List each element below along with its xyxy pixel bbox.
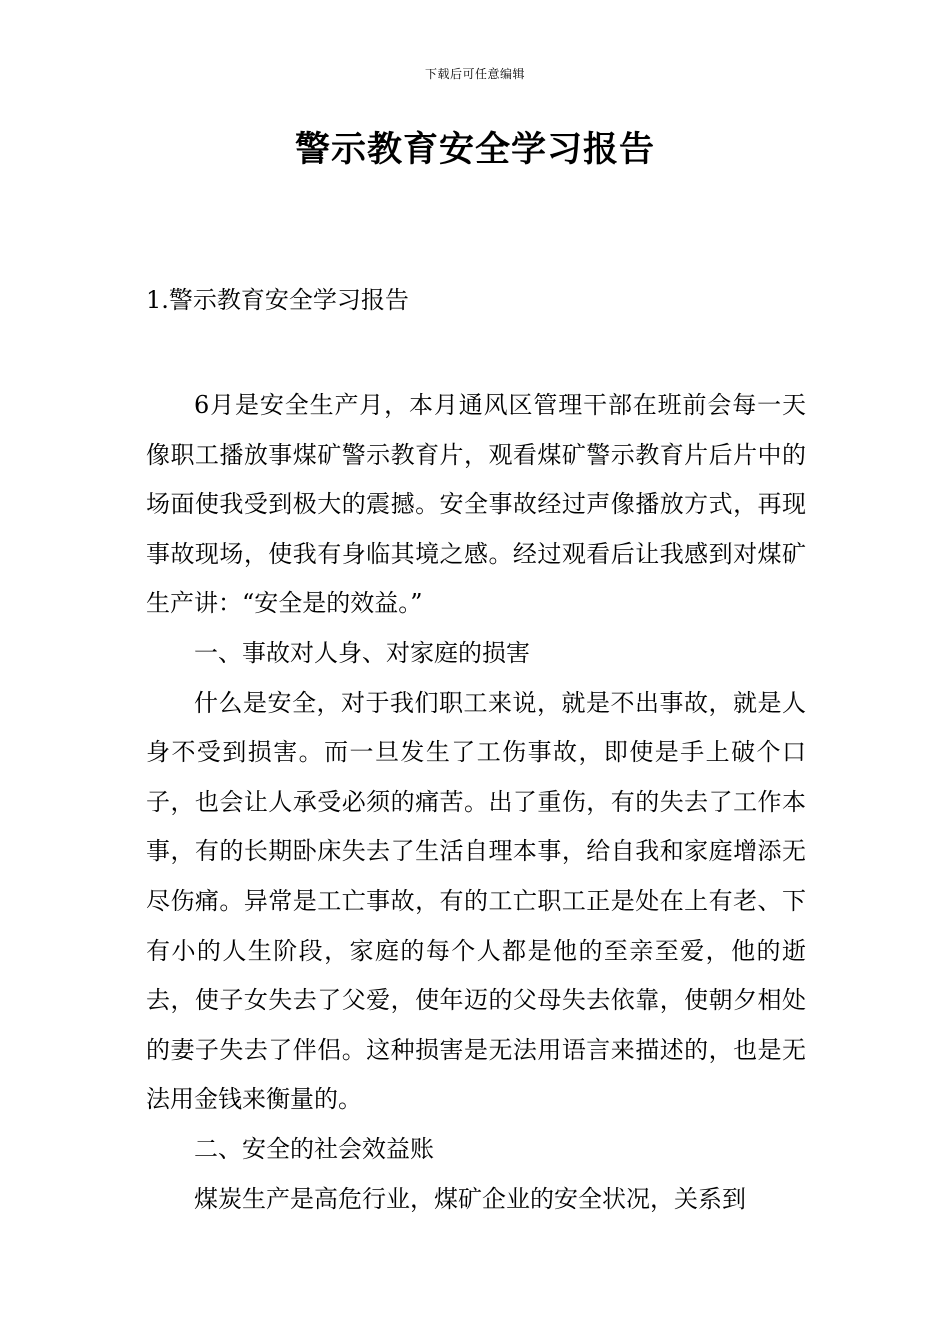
- document-title: 警示教育安全学习报告: [294, 130, 655, 170]
- paragraph-personal-harm: 什么是安全，对于我们职工来说，就是不出事故，就是人身不受到损害。而一旦发生了工伤事故，即使是手上破个口子，也会让人承受必须的痛苦。出了重伤，有的失去了工作本事，有的长期卧床失去了生活自理本事，给自我和家庭增添无尽伤痛。异常是工亡事故，有的工亡职工正是处在上有老、下有小的人生阶段，家庭的每个人都是他的至亲至爱，他的逝去，使子女失去了父爱，使年迈的父母失去依靠，使朝夕相处的妻子失去了伴侣。这种损害是无法用语言来描述的，也是无法用金钱来衡量的。: [146, 688, 806, 1114]
- subheading-social-benefit: 二、安全的社会效益账: [194, 1134, 434, 1163]
- section-title: 1.警示教育安全学习报告: [146, 286, 409, 314]
- paragraph-social-benefit: 煤炭生产是高危行业，煤矿企业的安全状况，关系到: [194, 1184, 746, 1213]
- subheading-personal-harm: 一、事故对人身、对家庭的损害: [194, 638, 530, 667]
- paragraph-intro: 6月是安全生产月，本月通风区管理干部在班前会每一天像职工播放事煤矿警示教育片，观看煤矿警示教育片后片中的场面使我受到极大的震撼。安全事故经过声像播放方式，再现事故现场，使我有身临其境之感。经过观看后让我感到对煤矿生产讲：“安全是的效益。”: [146, 391, 806, 618]
- header-note: 下载后可任意编辑: [424, 67, 525, 81]
- document-body: [146, 381, 806, 1224]
